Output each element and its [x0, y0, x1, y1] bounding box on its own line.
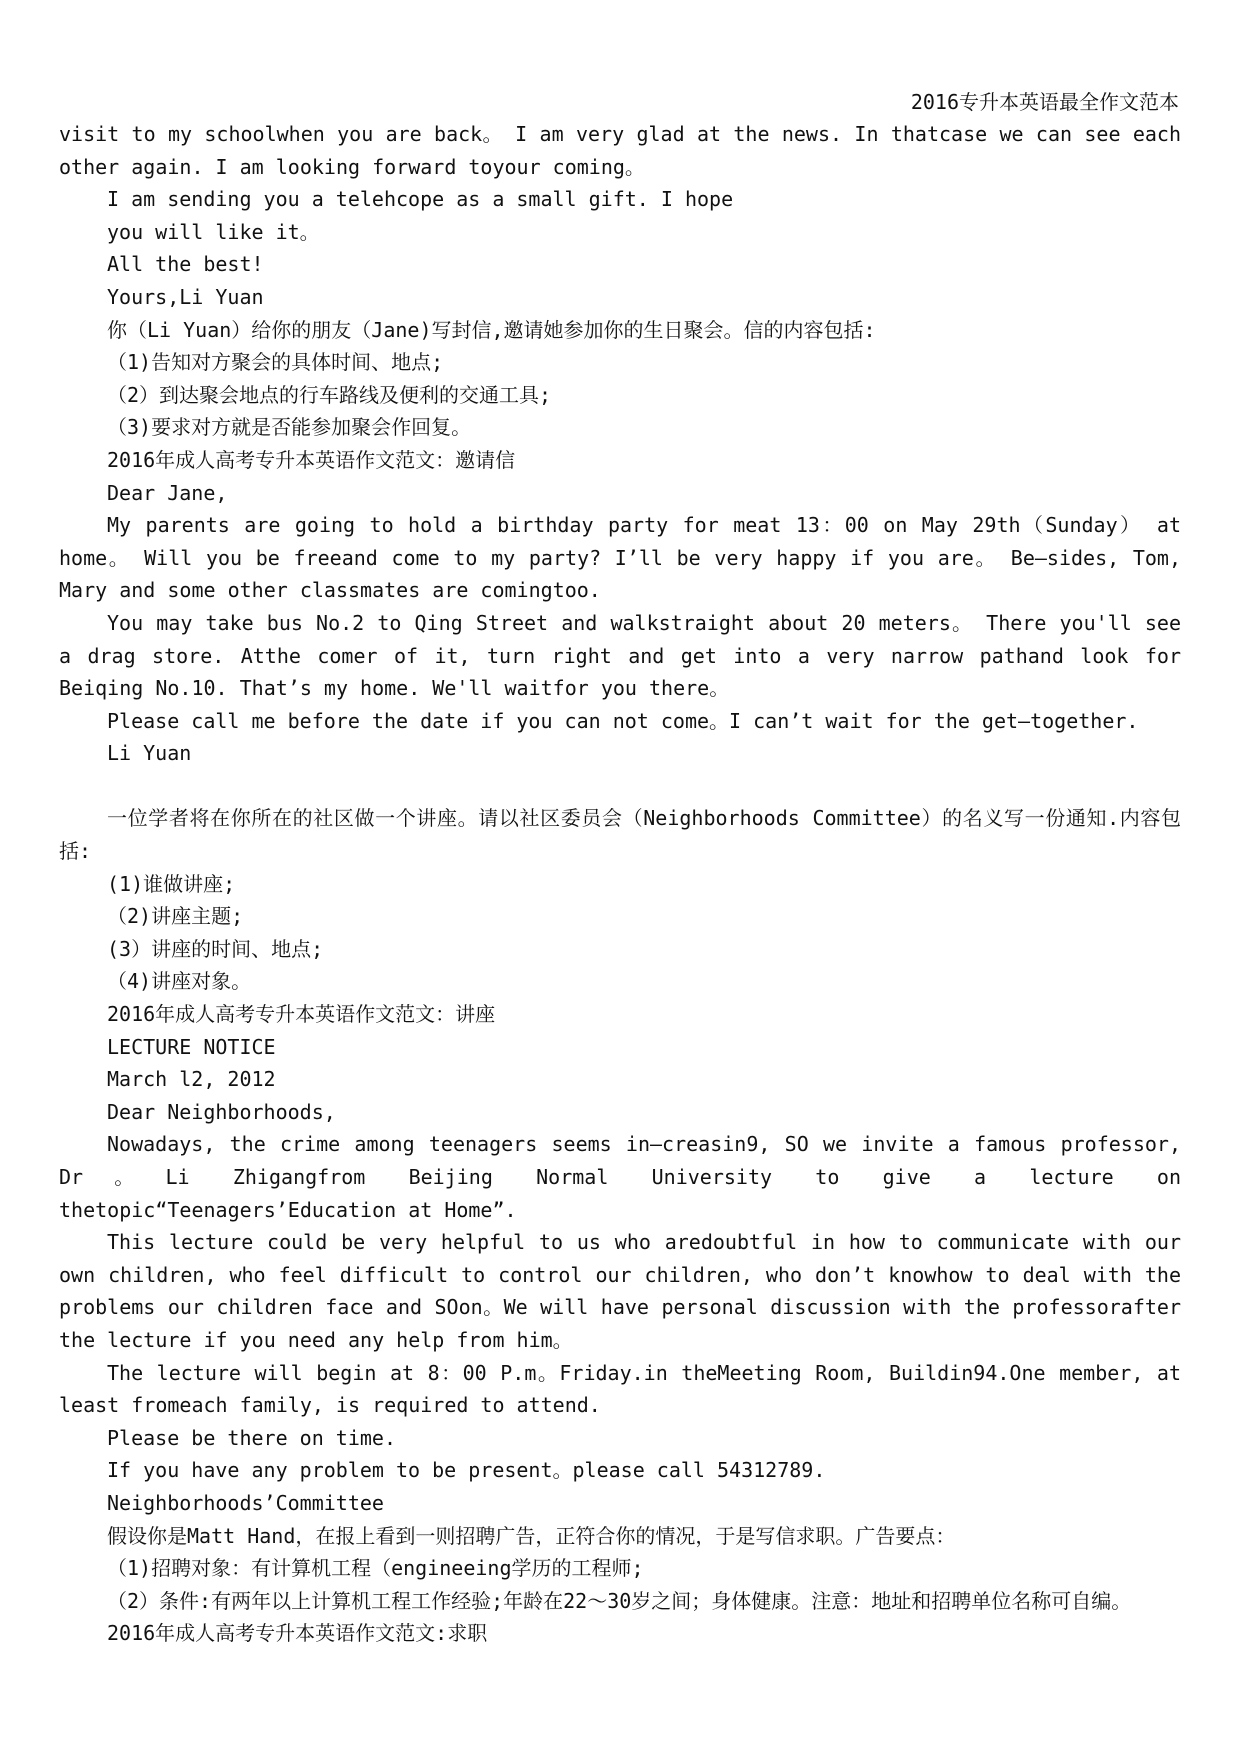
paragraph: (1)谁做讲座; [107, 871, 236, 896]
blank-line [59, 770, 1181, 803]
paragraph: （1)招聘对象：有计算机工程（engineeing学历的工程师; [107, 1556, 644, 1581]
paragraph: （4)讲座对象。 [107, 969, 252, 994]
paragraph: If you have any problem to be present。please call 54312789. [107, 1458, 826, 1483]
paragraph: March l2, 2012 [107, 1067, 276, 1092]
paragraph: I am sending you a telehcope as a small gift. I hope [107, 187, 734, 212]
paragraph: Please call me before the date if you can not come。I can’t wait for the get—together. [107, 708, 1139, 733]
paragraph: All the best! [107, 252, 264, 277]
paragraph: LECTURE NOTICE [107, 1034, 276, 1059]
running-header: 2016专升本英语最全作文范本 [910, 90, 1179, 114]
paragraph: Dear Neighborhoods, [107, 1099, 336, 1124]
paragraph: （3)要求对方就是否能参加聚会作回复。 [107, 415, 472, 440]
paragraph: you will like it。 [107, 219, 320, 244]
paragraph: You may take bus No.2 to Qing Street and walkstraight about 20 meters。 There you'll see a drag store. Atthe comer of it, turn right and get into a very narrow pathand look for Beiqing No.10. That’s my home. We'll waitfor you there。 [59, 610, 1181, 701]
paragraph: （2）到达聚会地点的行车路线及便利的交通工具; [107, 382, 552, 407]
paragraph: 你（Li Yuan）给你的朋友（Jane)写封信,邀请她参加你的生日聚会。信的内容包括: [107, 317, 876, 342]
paragraph: （2)讲座主题; [107, 904, 244, 929]
paragraph: My parents are going to hold a birthday party for meat 13：00 on May 29th（Sunday） at home。 Will you be freeand come to my party? I’ll be very happy if you are。 Be—sides, Tom, Mary and some other classmates are comingtoo. [59, 513, 1181, 603]
paragraph: （1)告知对方聚会的具体时间、地点; [107, 350, 444, 375]
paragraph: This lecture could be very helpful to us who aredoubtful in how to communicate with our own children, who feel difficult to control our children, who don’t knowhow to deal with the problems our children face and SOon。We will have personal discussion with the professorafter the lecture if you need any help from him。 [59, 1230, 1181, 1352]
paragraph: The lecture will begin at 8：00 P.m。Friday.in theMeeting Room, Buildin94.One member, at least fromeach family, is required to attend. [59, 1360, 1181, 1418]
paragraph: visit to my schoolwhen you are back。 I am very glad at the news. In thatcase we can see each other again. I am looking forward toyour coming。 [59, 122, 1181, 179]
paragraph: Dear Jane, [107, 480, 228, 505]
paragraph: Please be there on time. [107, 1425, 396, 1450]
paragraph: 假设你是Matt Hand，在报上看到一则招聘广告，正符合你的情况，于是写信求职。广告要点： [107, 1523, 956, 1548]
document-body [59, 118, 1181, 1650]
paragraph: Li Yuan [107, 741, 192, 766]
paragraph: Neighborhoods’Committee [107, 1490, 384, 1515]
paragraph: Nowadays, the crime among teenagers seems in—creasin9, SO we invite a famous professor, Dr。Li Zhigangfrom Beijing Normal University to give a lecture on thetopic“Teenagers’Education at Home”. [59, 1132, 1181, 1222]
paragraph: （2）条件:有两年以上计算机工程工作经验;年龄在22～30岁之间；身体健康。注意：地址和招聘单位名称可自编。 [107, 1588, 1132, 1613]
paragraph: 2016年成人高考专升本英语作文范文:求职 [107, 1621, 488, 1646]
paragraph: 2016年成人高考专升本英语作文范文：邀请信 [107, 447, 516, 472]
paragraph: 一位学者将在你所在的社区做一个讲座。请以社区委员会（Neighborhoods Committee）的名义写一份通知.内容包括: [59, 806, 1181, 864]
paragraph: Yours,Li Yuan [107, 284, 264, 309]
paragraph: (3）讲座的时间、地点; [107, 936, 324, 961]
paragraph: 2016年成人高考专升本英语作文范文：讲座 [107, 1002, 496, 1027]
